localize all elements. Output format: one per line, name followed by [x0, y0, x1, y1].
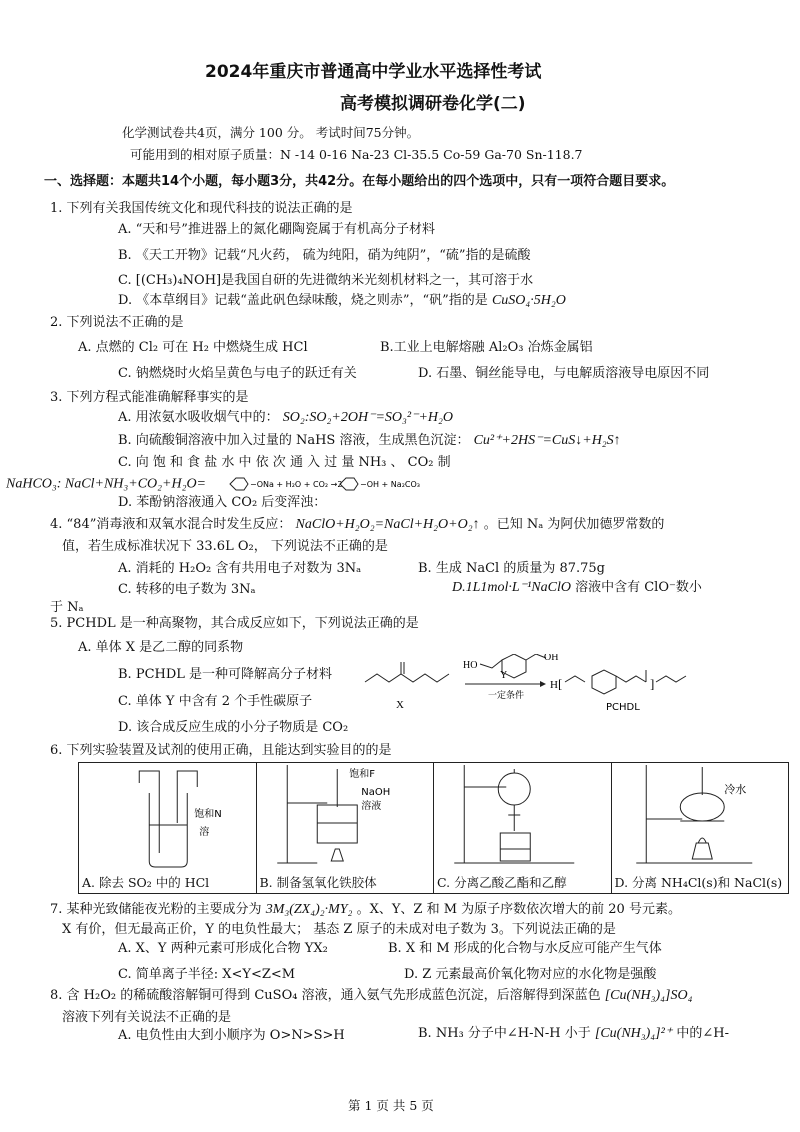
- q1-stem: 1. 下列有关我国传统文化和现代科技的说法正确的是: [50, 201, 353, 216]
- apparatus-a: [79, 763, 257, 893]
- q4-equation: NaClO+H₂O₂=NaCl+H₂O+O₂↑: [295, 517, 480, 532]
- apparatus-b-label-2: NaOH: [360, 787, 390, 798]
- q1-option-c: C. [(CH₃)₄NOH]是我国自研的先进微纳米光刻机材料之一，其可溶于水: [118, 273, 534, 288]
- q7-option-b: B. X 和 M 形成的化合物与水反应可能产生气体: [388, 941, 662, 956]
- caption-c: C. 分离乙酸乙酯和乙醇: [437, 875, 567, 890]
- q5-option-b: B. PCHDL 是一种可降解高分子材料: [118, 667, 333, 682]
- q3-option-a-formula: SO₂:SO₂+2OH⁻=SO₃²⁻+H₂O: [282, 410, 454, 425]
- sublimation-apparatus-image: [612, 763, 789, 871]
- q5-stem: 5. PCHDL 是一种高聚物，其合成反应如下，下列说法正确的是: [50, 616, 419, 631]
- q1-option-a: A. “天和号”推进器上的氮化硼陶瓷属于有机高分子材料: [118, 222, 435, 237]
- q4-stem-text: 4. “84”消毒液和双氧水混合时发生反应：: [50, 517, 292, 532]
- apparatus-b-label-1: 饱和F: [348, 769, 375, 780]
- apparatus-a-label-2: 溶: [199, 827, 210, 838]
- q4-stem-line2: 值，若生成标准状况下 33.6L O₂， 下列说法不正确的是: [62, 539, 388, 554]
- q8-option-a: A. 电负性由大到小顺序为 O>N>S>H: [118, 1028, 345, 1043]
- q3-option-b-text: B. 向硫酸铜溶液中加入过量的 NaHS 溶液，生成黑色沉淀：: [118, 433, 470, 448]
- q3-option-c-equation: [6, 474, 440, 494]
- q8-option-b-tail: 中的∠H-: [676, 1026, 729, 1041]
- apparatus-b: [257, 763, 435, 893]
- product-label: PCHDL: [606, 702, 640, 713]
- q3-option-c-formula: NaHCO₃: NaCl+NH₃+CO₂+H₂O=: [6, 476, 206, 492]
- q2-option-d: D. 石墨、铜丝能导电，与电解质溶液导电原因不同: [418, 366, 710, 381]
- q3-option-c: C. 向 饱 和 食 盐 水 中 依 次 通 入 过 量 NH₃ 、 CO₂ 制: [118, 455, 451, 470]
- q6-apparatus-table: [78, 762, 789, 894]
- q8-stem-line2: 溶液下列有关说法不正确的是: [62, 1010, 232, 1025]
- condition-label: 一定条件: [488, 691, 525, 701]
- q2-option-b: B.工业上电解熔融 Al₂O₃ 冶炼金属铝: [380, 340, 593, 355]
- q7-formula: 3M₃(ZX₄)₂·MY₂: [265, 902, 353, 917]
- q8-option-b-text: B. NH₃ 分子中∠H-N-H 小于: [418, 1026, 591, 1041]
- q1-option-d-text: D. 《本草纲目》记载“盖此矾色绿味酸，烧之则赤”，“矾”指的是: [118, 293, 488, 308]
- q1-option-b: B. 《天工开物》记载“凡火药， 硫为纯阳，硝为纯阴”，“硫”指的是硫酸: [118, 248, 531, 263]
- q3-option-b: [118, 433, 621, 450]
- caption-a: A. 除去 SO₂ 中的 HCl: [82, 875, 210, 890]
- q4-option-b: B. 生成 NaCl 的质量为 87.75g: [418, 561, 605, 576]
- apparatus-d: [612, 763, 789, 893]
- q7-stem-tail: 。X、Y、Z 和 M 为原子序数依次增大的前 20 号元素。: [356, 902, 681, 917]
- q5-option-a: A. 单体 X 是乙二醇的同系物: [78, 640, 244, 655]
- q5-option-d: D. 该合成反应生成的小分子物质是 CO₂: [118, 720, 349, 735]
- q5-reaction-scheme: [360, 654, 780, 724]
- q2-stem: 2. 下列说法不正确的是: [50, 315, 184, 330]
- exam-subtitle: 高考模拟调研卷化学(二): [340, 94, 526, 114]
- atomic-masses: 可能用到的相对原子质量：N -14 0-16 Na-23 Cl-35.5 Co-59 Ga-70 Sn-118.7: [130, 147, 583, 162]
- q3-option-a-text: A. 用浓氨水吸收烟气中的：: [118, 410, 279, 425]
- q4-stem-tail: 。已知 Nₐ 为阿伏加德罗常数的: [483, 517, 665, 532]
- q7-stem-line2: X 有价，但无最高正价，Y 的电负性最大； 基态 Z 原子的未成对电子数为 3。下列说法正确的是: [62, 922, 616, 937]
- q3-stem: 3. 下列方程式能准确解释事实的是: [50, 390, 249, 405]
- section-heading: 一、选择题：本题共14个小题，每小题3分，共42分。在每小题给出的四个选项中，只有一项符合题目要求。: [44, 174, 675, 189]
- svg-text:]: ]: [650, 676, 655, 691]
- q4-stem: [50, 517, 664, 534]
- phenolate-reaction-image: [210, 474, 440, 494]
- q1-option-d: [118, 293, 566, 310]
- colloid-preparation-image: [257, 763, 434, 871]
- h-label: H: [550, 679, 558, 691]
- q4-option-c: C. 转移的电子数为 3Nₐ: [118, 582, 256, 597]
- caption-b: B. 制备氢氧化铁胶体: [259, 875, 377, 890]
- exam-info: 化学测试卷共4页，满分 100 分。 考试时间75分钟。: [122, 125, 420, 140]
- exam-title: 2024年重庆市普通高中学业水平选择性考试: [205, 62, 542, 82]
- q8-option-b-formula: [Cu(NH₃)₄]²⁺: [594, 1026, 673, 1041]
- q2-option-c: C. 钠燃烧时火焰呈黄色与电子的跃迁有关: [118, 366, 357, 381]
- q3-option-b-formula: Cu²⁺+2HS⁻=CuS↓+H₂S↑: [473, 433, 621, 448]
- svg-text:−ONa + H₂O + CO₂ →2: −ONa + H₂O + CO₂ →2: [250, 480, 343, 489]
- svg-text:[: [: [558, 676, 563, 691]
- q3-option-d: D. 苯酚钠溶液通入 CO₂ 后变浑浊：: [118, 495, 327, 510]
- q7-option-a: A. X、Y 两种元素可形成化合物 YX₂: [118, 941, 328, 956]
- apparatus-d-label: 冷水: [723, 783, 746, 796]
- q7-stem: [50, 902, 681, 919]
- gas-washing-bottle-image: [79, 763, 256, 871]
- x-label: X: [396, 699, 404, 711]
- q4-option-d: [452, 580, 702, 597]
- caption-d: D. 分离 NH₄Cl(s)和 NaCl(s): [614, 875, 783, 890]
- q7-stem-text: 7. 某种光致储能夜光粉的主要成分为: [50, 902, 262, 917]
- oh-label: OH: [544, 654, 559, 663]
- page-footer: 第 1 页 共 5 页: [348, 1098, 434, 1113]
- q4-option-d-text: 溶液中含有 ClO⁻数小: [575, 580, 702, 595]
- q3-option-a: [118, 410, 453, 427]
- separatory-funnel-image: [434, 763, 611, 871]
- apparatus-c: [434, 763, 612, 893]
- q2-option-a: A. 点燃的 Cl₂ 可在 H₂ 中燃烧生成 HCl: [78, 340, 308, 355]
- q7-option-d: D. Z 元素最高价氧化物对应的水化物是强酸: [404, 967, 657, 982]
- q7-option-c: C. 简单离子半径: X<Y<Z<M: [118, 967, 296, 982]
- ho-label: HO: [463, 660, 478, 671]
- q6-stem: 6. 下列实验装置及试剂的使用正确，且能达到实验目的的是: [50, 743, 392, 758]
- q4-option-d-tail: 于 Nₐ: [50, 600, 84, 615]
- apparatus-b-label-3: 溶液: [360, 801, 381, 812]
- q8-stem-text: 8. 含 H₂O₂ 的稀硫酸溶解铜可得到 CuSO₄ 溶液，通入氨气先形成蓝色沉淀，后溶解得到深蓝色: [50, 988, 601, 1003]
- q8-option-b: [418, 1026, 729, 1043]
- q4-option-d-formula: D.1L1mol·L⁻¹NaClO: [452, 580, 571, 595]
- y-label: Y: [500, 670, 508, 681]
- q8-stem: [50, 988, 692, 1005]
- q8-formula: [Cu(NH₃)₄]SO₄: [604, 988, 693, 1003]
- apparatus-a-label-1: 饱和N: [194, 809, 222, 820]
- q5-option-c: C. 单体 Y 中含有 2 个手性碳原子: [118, 694, 313, 709]
- svg-text:−OH + Na₂CO₃: −OH + Na₂CO₃: [360, 480, 421, 489]
- q1-option-d-formula: CuSO₄·5H₂O: [491, 293, 566, 308]
- q4-option-a: A. 消耗的 H₂O₂ 含有共用电子对数为 3Nₐ: [118, 561, 362, 576]
